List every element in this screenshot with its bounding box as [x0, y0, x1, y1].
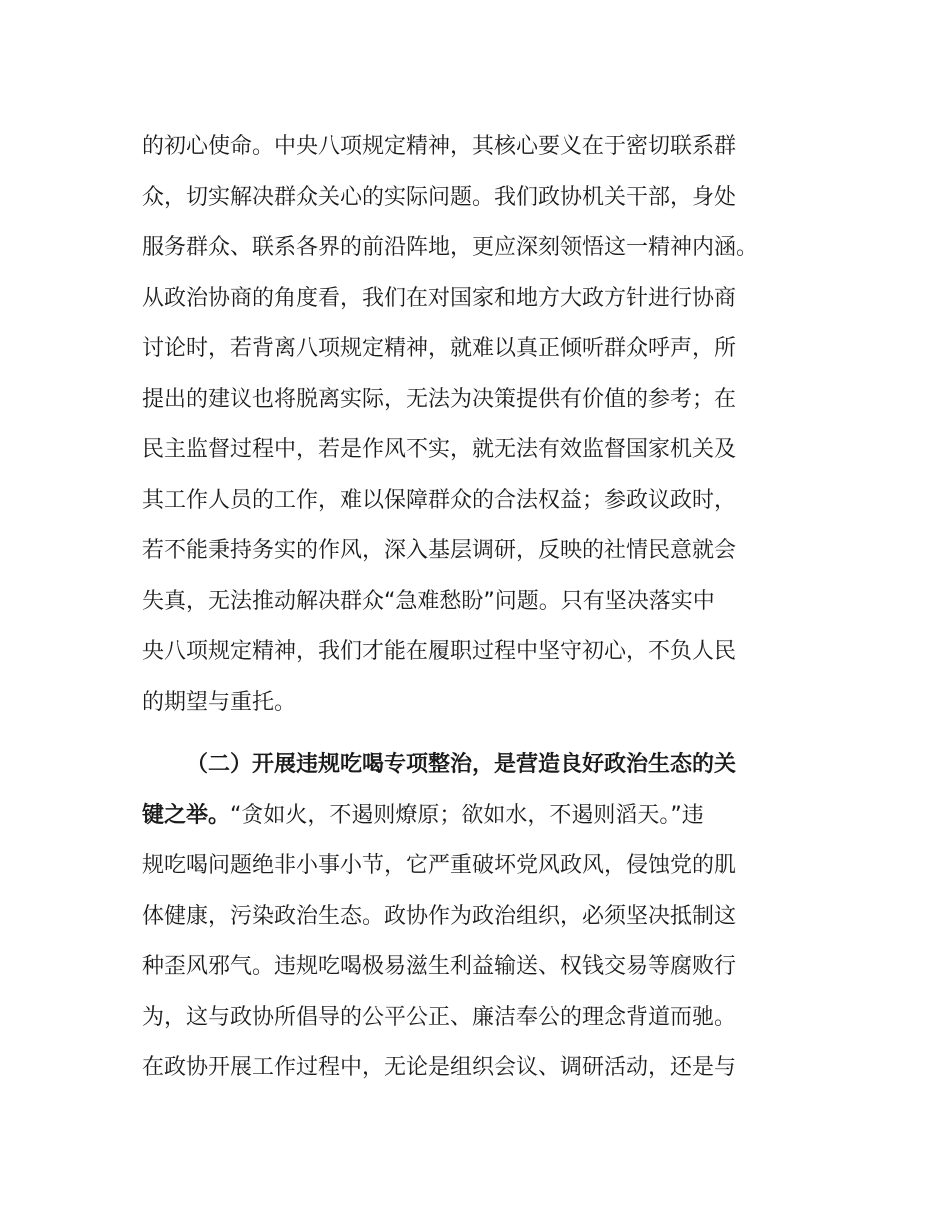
text-line: 规吃喝问题绝非小事小节，它严重破坏党风政风，侵蚀党的肌 [142, 853, 737, 878]
section-heading: （二）开展违规吃喝专项整治，是营造良好政治生态的关 [186, 752, 737, 777]
text-line: 提出的建议也将脱离实际，无法为决策提供有价值的参考；在 [142, 386, 737, 412]
text-line: 若不能秉持务实的作风，深入基层调研，反映的社情民意就会 [142, 538, 737, 563]
quote-text: “贪如火，不遏则燎原；欲如水，不遏则滔天。”违 [230, 802, 704, 828]
text-line: 种歪风邪气。违规吃喝极易滋生利益输送、权钱交易等腐败行 [142, 954, 737, 979]
text-line: 服务群众、联系各界的前沿阵地，更应深刻领悟这一精神内涵。 [142, 235, 759, 260]
text-line: 从政治协商的角度看，我们在对国家和地方大政方针进行协商 [142, 285, 737, 311]
body-text [142, 122, 822, 1094]
text-line: 在政协开展工作过程中，无论是组织会议、调研活动，还是与 [142, 1055, 737, 1080]
text-line: 众，切实解决群众关心的实际问题。我们政协机关干部，身处 [142, 184, 737, 210]
text-line: 的期望与重托。 [142, 689, 297, 715]
paragraph-2 [142, 740, 822, 1094]
text-line: 的初心使命。中央八项规定精神，其核心要义在于密切联系群 [142, 134, 737, 159]
text-line: 体健康，污染政治生态。政协作为政治组织，必须坚决抵制这 [142, 903, 737, 929]
text-line: 民主监督过程中，若是作风不实，就无法有效监督国家机关及 [142, 437, 737, 462]
text-line: 讨论时，若背离八项规定精神，就难以真正倾听群众呼声，所 [142, 336, 737, 361]
section-heading-end: 键之举。 [142, 802, 231, 828]
text-line: 失真，无法推动解决群众“急难愁盼”问题。只有坚决落实中 [142, 588, 715, 614]
paragraph-1 [142, 122, 822, 728]
text-line: 其工作人员的工作，难以保障群众的合法权益；参政议政时， [142, 487, 737, 513]
text-line [142, 791, 822, 842]
text-line: 央八项规定精神，我们才能在履职过程中坚守初心，不负人民 [142, 639, 737, 664]
text-line: 为，这与政协所倡导的公平公正、廉洁奉公的理念背道而驰。 [142, 1004, 737, 1030]
